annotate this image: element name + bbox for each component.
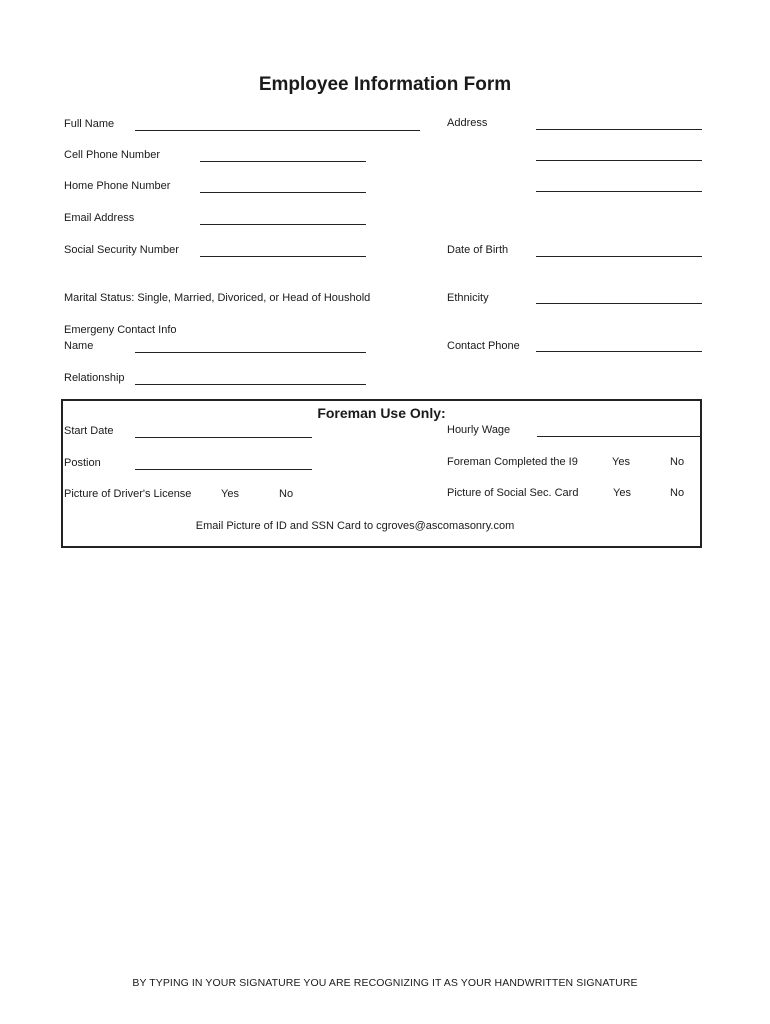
social-sec-card-yes-option[interactable]: Yes <box>613 487 631 499</box>
email-label: Email Address <box>64 212 135 224</box>
emergency-name-field[interactable] <box>135 352 366 353</box>
full-name-field[interactable] <box>135 130 420 131</box>
ethnicity-field[interactable] <box>536 303 702 304</box>
address-field-line-3[interactable] <box>536 191 702 192</box>
drivers-license-label: Picture of Driver's License <box>64 488 192 500</box>
hourly-wage-field[interactable] <box>537 436 702 437</box>
email-instructions: Email Picture of ID and SSN Card to cgroves@ascomasonry.com <box>195 520 515 532</box>
marital-status-label: Marital Status: Single, Married, Divoriced, or Head of Houshold <box>64 292 371 304</box>
i9-no-option[interactable]: No <box>670 456 685 468</box>
foreman-use-title: Foreman Use Only: <box>317 405 446 421</box>
contact-phone-label: Contact Phone <box>447 340 520 352</box>
dob-label: Date of Birth <box>447 244 509 256</box>
cell-phone-field[interactable] <box>200 161 366 162</box>
drivers-license-no-option[interactable]: No <box>279 488 294 500</box>
home-phone-label: Home Phone Number <box>64 180 171 192</box>
address-field-line-2[interactable] <box>536 160 702 161</box>
home-phone-field[interactable] <box>200 192 366 193</box>
social-sec-card-no-option[interactable]: No <box>670 487 685 499</box>
i9-label: Foreman Completed the I9 <box>447 456 578 468</box>
relationship-field[interactable] <box>135 384 366 385</box>
form-title: Employee Information Form <box>258 74 512 95</box>
signature-notice: BY TYPING IN YOUR SIGNATURE YOU ARE RECOGNIZING IT AS YOUR HANDWRITTEN SIGNATURE <box>132 977 638 989</box>
cell-phone-label: Cell Phone Number <box>64 149 160 161</box>
position-field[interactable] <box>135 469 312 470</box>
emergency-name-label: Name <box>64 340 94 352</box>
address-field-line-1[interactable] <box>536 129 702 130</box>
full-name-label: Full Name <box>64 118 115 130</box>
relationship-label: Relationship <box>64 372 125 384</box>
drivers-license-yes-option[interactable]: Yes <box>221 488 239 500</box>
start-date-field[interactable] <box>135 437 312 438</box>
address-label: Address <box>447 117 488 129</box>
position-label: Postion <box>64 457 101 469</box>
social-sec-card-label: Picture of Social Sec. Card <box>447 487 579 499</box>
ssn-label: Social Security Number <box>64 244 179 256</box>
hourly-wage-label: Hourly Wage <box>447 424 511 436</box>
start-date-label: Start Date <box>64 425 114 437</box>
emergency-contact-heading: Emergeny Contact Info <box>64 324 177 336</box>
ssn-field[interactable] <box>200 256 366 257</box>
i9-yes-option[interactable]: Yes <box>612 456 630 468</box>
email-field[interactable] <box>200 224 366 225</box>
contact-phone-field[interactable] <box>536 351 702 352</box>
dob-field[interactable] <box>536 256 702 257</box>
ethnicity-label: Ethnicity <box>447 292 489 304</box>
